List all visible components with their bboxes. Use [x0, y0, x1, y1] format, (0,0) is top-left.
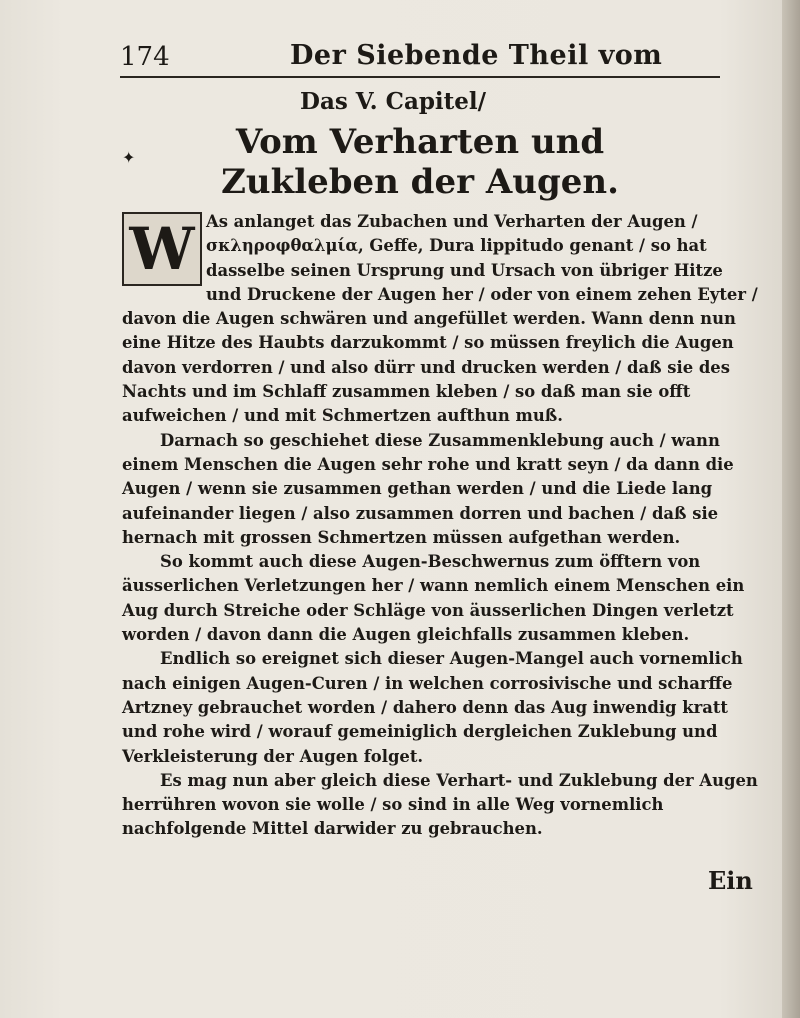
paragraph: As anlanget das Zubachen und Verharten der Augen / σκληροφθαλμία, Geffe, Dura lippitudo genant / so hat dasselbe seinen Ursprung und Ursach von übriger Hitze und Druckene der Augen her / oder von einem zehen Eyter / davon die Augen schwären und angefüllet werden. Wann denn nun eine Hitze des Haubts darzukommt / so müssen freylich die Augen davon verdorren / und also dürr und drucken werden / daß sie des Nachts und im Schlaff zusammen kleben / so daß man sie offt aufweichen / und mit Schmertzen aufthun muß. [122, 212, 758, 426]
drop-initial: W [122, 212, 202, 286]
body-text [122, 210, 762, 842]
paragraph: Endlich so ereignet sich dieser Augen-Mangel auch vornemlich nach einigen Augen-Curen / in welchen corrosivische und scharffe Artzney gebrauchet worden / dahero denn das Aug inwendig kratt und rohe wird / worauf gemeiniglich dergleichen Zuklebung und Verkleisterung der Augen folget. [122, 649, 743, 766]
page-header [120, 36, 720, 78]
catchword: Ein [708, 866, 753, 895]
page-number: 174 [120, 42, 170, 72]
paragraph: Darnach so geschiehet diese Zusammenklebung auch / wann einem Menschen die Augen sehr rohe und kratt seyn / da dann die Augen / wenn sie zusammen gethan werden / und die Liede lang aufeinander liegen / also zusammen dorren und bachen / daß sie hernach mit grossen Schmertzen müssen aufgethan werden. [122, 430, 734, 547]
chapter-title: Vom Verharten und Zukleben der Augen. [221, 122, 619, 202]
book-spine [782, 0, 800, 1018]
margin-mark: ✦ [122, 148, 136, 167]
chapter-label: Das V. Capitel/ [300, 88, 487, 115]
paragraph: Es mag nun aber gleich diese Verhart- und Zuklebung der Augen herrühren wovon sie wolle / so sind in alle Weg vornemlich nachfolgende Mittel darwider zu gebrauchen. [122, 770, 758, 839]
running-head: Der Siebende Theil vom [290, 40, 663, 71]
paragraph: So kommt auch diese Augen-Beschwernus zum öfftern von äusserlichen Verletzungen her / wann nemlich einem Menschen ein Aug durch Streiche oder Schläge von äusserlichen Dingen verletzt worden / davon dann die Augen gleichfalls zusammen kleben. [122, 552, 745, 645]
